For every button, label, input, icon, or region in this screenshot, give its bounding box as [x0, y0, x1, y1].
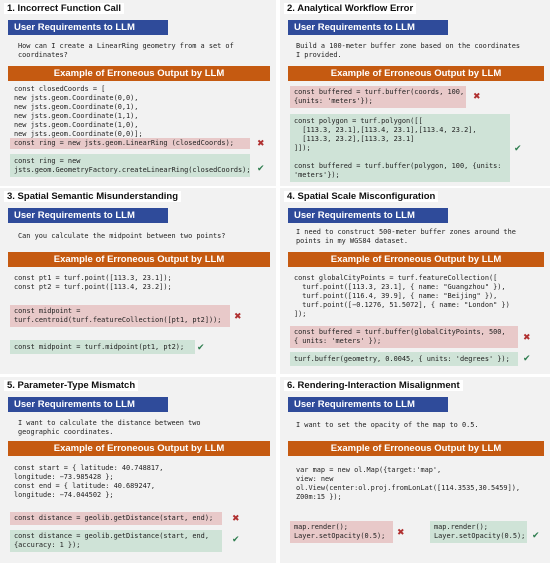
wrong-code: const buffered = turf.buffer(globalCityPoints, 500, { units: 'meters' }); — [294, 328, 506, 345]
correct-code: turf.buffer(geometry, 0.0045, { units: 'degrees' }); — [294, 355, 510, 363]
wrong-code: const buffered = turf.buffer(coords, 100, {units: 'meters'}); — [294, 88, 465, 105]
cross-icon: ✖ — [234, 312, 242, 322]
code-block: const pt1 = turf.point([113.3, 23.1]); const pt2 = turf.point([113.4, 23.2]); — [14, 274, 172, 291]
check-icon: ✔ — [232, 535, 240, 545]
check-icon: ✔ — [197, 343, 205, 353]
wrong-code: const distance = geolib.getDistance(start, end); — [14, 514, 214, 522]
cross-icon: ✖ — [257, 139, 265, 149]
panel-title: 5. Parameter-Type Mismatch — [4, 380, 138, 391]
panel-title: 4. Spatial Scale Misconfiguration — [284, 191, 438, 202]
correct-code: map.render(); Layer.setOpacity(0.5); — [434, 523, 526, 540]
check-icon: ✔ — [514, 144, 522, 154]
correct-code: const midpoint = turf.midpoint(pt1, pt2); — [14, 343, 185, 351]
correct-code: const distance = geolib.getDistance(start, end, {accuracy: 1 }); — [14, 532, 209, 549]
requirement-text: Build a 100-meter buffer zone based on the coordinates I provided. — [296, 42, 521, 59]
user-requirements-header: User Requirements to LLM — [8, 20, 168, 35]
erroneous-output-header: Example of Erroneous Output by LLM — [8, 252, 270, 267]
erroneous-output-header: Example of Erroneous Output by LLM — [288, 252, 544, 267]
erroneous-output-header: Example of Erroneous Output by LLM — [8, 66, 270, 81]
panel-title: 1. Incorrect Function Call — [4, 3, 124, 14]
requirement-text: I want to set the opacity of the map to 0.5. — [296, 421, 479, 429]
panel-title: 2. Analytical Workflow Error — [284, 3, 416, 14]
erroneous-output-header: Example of Erroneous Output by LLM — [8, 441, 270, 456]
correct-code: const polygon = turf.polygon([[ [113.3, 23.1],[113.4, 23.1],[113.4, 23.2], [113.3, 23.2],[113.3, 23.1] ]]); const buffered = turf.buffer(polygon, 100, {units: 'meters'}); — [294, 117, 502, 179]
user-requirements-header: User Requirements to LLM — [288, 20, 448, 35]
check-icon: ✔ — [257, 164, 265, 174]
requirement-text: I want to calculate the distance between two geographic coordinates. — [18, 419, 201, 436]
wrong-code: map.render(); Layer.setOpacity(0.5); — [294, 523, 386, 540]
panel-5 — [0, 377, 276, 563]
requirement-text: Can you calculate the midpoint between two points? — [18, 232, 226, 240]
requirement-text: How can I create a LinearRing geometry from a set of coordinates? — [18, 42, 234, 59]
requirement-text: I need to construct 500-meter buffer zones around the points in my WGS84 dataset. — [296, 228, 516, 245]
panel-title: 3. Spatial Semantic Misunderstanding — [4, 191, 181, 202]
code-block: const closedCoords = [ new jsts.geom.Coordinate(0,0), new jsts.geom.Coordinate(0,1), new jsts.geom.Coordinate(1,1), new jsts.geom.Coordinate(1,0), new jsts.geom.Coordinate(0,0)]; — [14, 85, 143, 138]
panel-6 — [280, 377, 550, 563]
panel-1 — [0, 0, 276, 186]
wrong-code: const ring = new jsts.geom.LinearRing (closedCoords); — [14, 139, 234, 147]
panel-2 — [280, 0, 550, 186]
cross-icon: ✖ — [232, 514, 240, 524]
check-icon: ✔ — [532, 531, 540, 541]
user-requirements-header: User Requirements to LLM — [288, 397, 448, 412]
cross-icon: ✖ — [523, 333, 531, 343]
panel-4 — [280, 188, 550, 374]
wrong-code: const midpoint = turf.centroid(turf.featureCollection([pt1, pt2])); — [14, 307, 222, 324]
user-requirements-header: User Requirements to LLM — [8, 397, 168, 412]
user-requirements-header: User Requirements to LLM — [288, 208, 448, 223]
erroneous-output-header: Example of Erroneous Output by LLM — [288, 66, 544, 81]
code-block: const globalCityPoints = turf.featureCollection([ turf.point([113.3, 23.1], { name: "Guangzhou" }), turf.point([116.4, 39.9], { name: "Beijing" }), turf.point([−0.1276, 51.5072], { name: "London" }) ]); — [294, 274, 510, 318]
cross-icon: ✖ — [473, 92, 481, 102]
cross-icon: ✖ — [397, 528, 405, 538]
panel-title: 6. Rendering-Interaction Misalignment — [284, 380, 463, 391]
check-icon: ✔ — [523, 354, 531, 364]
code-block: const start = { latitude: 40.748817, longitude: −73.985428 }; const end = { latitude: 40.689247, longitude: −74.044502 }; — [14, 464, 164, 499]
panel-3 — [0, 188, 276, 374]
erroneous-output-header: Example of Erroneous Output by LLM — [288, 441, 544, 456]
correct-code: const ring = new jsts.geom.GeometryFactory.createLinearRing(closedCoords); — [14, 157, 251, 174]
code-block: var map = new ol.Map({target:'map', view: new ol.View(center:ol.proj.fromLonLat([114.3535,30.5459]), Z00m:15 }); — [296, 466, 521, 501]
user-requirements-header: User Requirements to LLM — [8, 208, 168, 223]
